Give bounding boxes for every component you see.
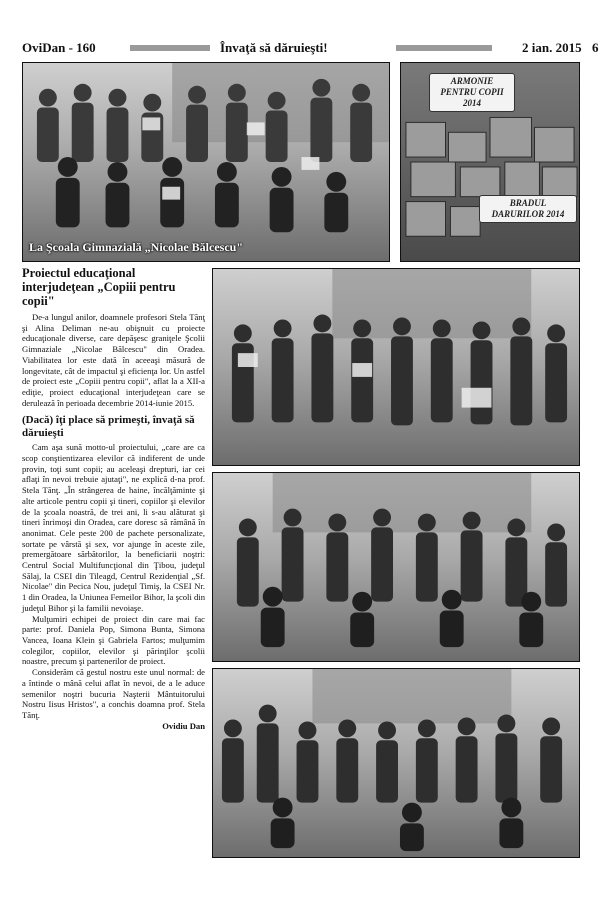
gift-tag: ARMONIE PENTRU COPII 2014: [429, 73, 515, 112]
photo-illustration: [23, 63, 389, 261]
photo-caption: La Şcoala Gimnazială „Nicolae Bălcescu": [29, 240, 243, 254]
photo-illustration: [213, 473, 579, 661]
photo-class-group: [212, 472, 580, 662]
article-subtitle: (Dacă) îţi place să primeşti, învaţă să dăruieşti: [22, 414, 195, 439]
photo-class-group: [212, 268, 580, 466]
author-name: Ovidiu Dan: [162, 720, 205, 731]
page-number: 6: [592, 40, 599, 55]
page-header: [22, 40, 599, 56]
photo-gift-boxes: [400, 62, 580, 262]
photo-school-group: [22, 62, 390, 262]
article: [22, 266, 205, 731]
article-paragraph: Mulţumiri echipei de proiect din care mai fac parte: prof. Daniela Pop, Simona Bunta, Simona Vancea, Ioana Klein şi Gabriela Fartos; mulţumim colegilor, copiilor, elevilor şi părinţilor şcolii noastre, precum şi partenerilor de proiect.: [22, 613, 205, 667]
article-title: Proiectul educaţional interjudeţean „Copiii pentru copii": [22, 266, 176, 308]
header-divider: [396, 45, 492, 51]
header-date: 2 ian. 2015: [522, 40, 582, 55]
article-paragraph: Cam aşa sună motto-ul proiectului, „care are ca scop conştientizarea elevilor că indiferent de unde provin, toţi sunt copii; au aceleaşi drepturi, iar cei aflaţi în nevoi trebuie ajutaţi", ne explică d-na prof. Stela Tănţ. „În strângerea de haine, încălţăminte şi alte articole pentru copii şi tineri, copiilor şi elevilor de la şcoala noastră, de trei ani, li s-au alăturat şi tineri înrimoşi din Oradea, care doresc să rămână în anonimat. Cele peste 200 de pachete personalizate, sortate pe vârstă şi sex, vor ajunge în aceste zile, premergătoare sărbătorilor, la beneficiarii noştri: Centrul Social Multifuncţional din Ţibou, judeţul Sălaj, la CSEI din Tileagd, Centrul Rezidenţial „Sf. Nicolae" din Pecica Nou, judeţul Timiş, la CSEI Nr. 1 din Oradea, la Uniunea Femeilor Bihor, la şcoli din judeţul Bihor şi la familii nevoiaşe.: [22, 442, 205, 613]
gift-tag: BRADUL DARURILOR 2014: [479, 195, 577, 223]
article-paragraph: Considerăm că gestul nostru este unul normal: de a întinde o mână celui aflat în nevoi, de a le aduce semenilor noştri bucuria Naşterii Mântuitorului Nostru Iisus Hristos", a conchis doamna prof. Stela Tănţ.: [22, 667, 205, 720]
header-divider: [130, 45, 210, 51]
header-title: Învaţă să dăruieşti!: [220, 40, 328, 55]
article-intro: De-a lungul anilor, doamnele profesori Stela Tănţ şi Alina Deliman ne-au obişnuit cu proiecte educaţionale diverse, care depăşesc graniţele Şcolii Gimnaziale „Nicolae Bălcescu" din Oradea. Viabilitatea lor este dată în aceeaşi măsură de longevitate, cât de impactul şi eficienţa lor. Un astfel de proiect este „Copiii pentru copii", aflat la a XII-a ediţie, proiect educaţional interjudeţean care se derulează în perioada decembrie 2014-iunie 2015.: [22, 312, 205, 408]
photo-illustration: [213, 669, 579, 857]
photo-class-group: [212, 668, 580, 858]
publication-label: OviDan - 160: [22, 40, 96, 55]
photo-illustration: [213, 269, 579, 465]
author-signature: [22, 721, 205, 732]
